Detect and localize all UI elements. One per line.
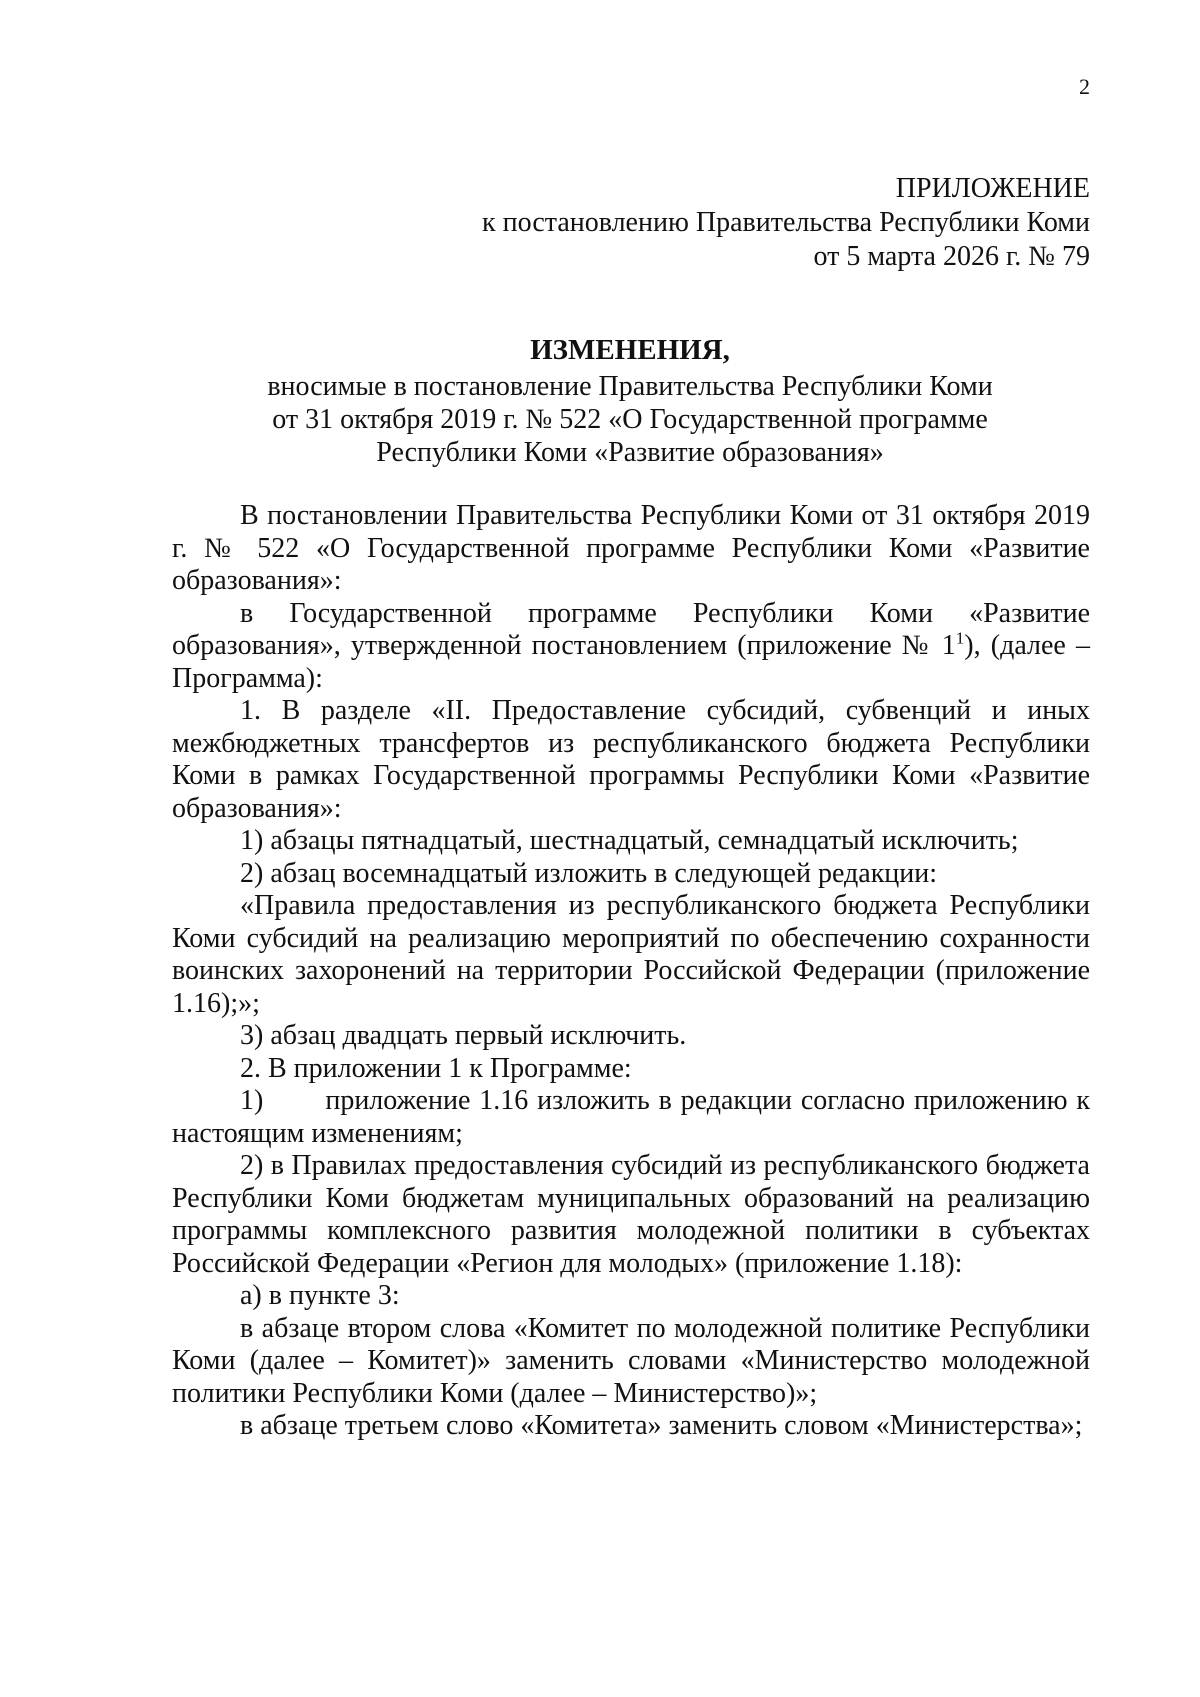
paragraph-item-2: 2) абзац восемнадцатый изложить в следующей редакции: — [240, 857, 938, 889]
title-main: ИЗМЕНЕНИЯ, — [530, 334, 730, 366]
document-body — [172, 500, 1090, 1443]
title-line-1: вносимые в постановление Правительства Республики Коми — [267, 371, 993, 402]
paragraph-subitem-a: а) в пункте 3: — [240, 1280, 400, 1311]
paragraph-section-2: 2. В приложении 1 к Программе: — [240, 1052, 632, 1084]
document-title — [170, 334, 1090, 469]
paragraph-abzac-2: в абзаце втором слова «Комитет по молодежной политике Республики Коми (далее – Комитет)» заменить словами «Министерство молодежной политики Республики Коми (далее – Министерство)»; — [172, 1312, 1090, 1409]
paragraph-subitem-1: 1) приложение 1.16 изложить в редакции согласно приложению к настоящим изменениям; — [172, 1085, 1090, 1149]
paragraph-item-3: 3) абзац двадцать первый исключить. — [240, 1020, 687, 1051]
appendix-resolution-line: к постановлению Правительства Республики Коми — [482, 207, 1090, 238]
paragraph-program-tail: ), (далее – Программа): — [172, 630, 1090, 694]
title-line-3: Республики Коми «Развитие образования» — [376, 437, 884, 468]
appendix-heading: ПРИЛОЖЕНИЕ — [895, 173, 1090, 204]
title-line-2: от 31 октября 2019 г. № 522 «О Государственной программе — [272, 404, 988, 435]
appendix-date-line: от 5 марта 2026 г. № 79 — [813, 241, 1090, 272]
paragraph-quote: «Правила предоставления из республиканского бюджета Республики Коми субсидий на реализацию мероприятий по обеспечению сохранности воинских захоронений на территории Российской Федерации (приложение 1.16);»; — [172, 890, 1090, 1019]
paragraph-abzac-3: в абзаце третьем слово «Комитета» заменить словом «Министерства»; — [240, 1410, 1083, 1441]
paragraph-item-1: 1) абзацы пятнадцатый, шестнадцатый, семнадцатый исключить; — [240, 825, 1019, 856]
paragraph-intro: В постановлении Правительства Республики Коми от 31 октября 2019 г. № 522 «О Государственной программе Республики Коми «Развитие образования»: — [172, 500, 1090, 596]
appendix-header — [400, 172, 1090, 274]
paragraph-subitem-2: 2) в Правилах предоставления субсидий из республиканского бюджета Республики Коми бюджетам муниципальных образований на реализацию программы комплексного развития молодежной политики в субъектах Российской Федерации «Регион для молодых» (приложение 1.18): — [172, 1150, 1090, 1279]
page-number: 2 — [1079, 74, 1090, 99]
paragraph-program — [172, 598, 1090, 696]
paragraph-section-1: 1. В разделе «II. Предоставление субсидий, субвенций и иных межбюджетных трансфертов из республиканского бюджета Республики Коми в рамках Государственной программы Республики Коми «Развитие образования»: — [172, 695, 1090, 824]
footnote-superscript: 1 — [955, 628, 965, 648]
paragraph-program-text: в Государственной программе Республики Коми «Развитие образования», утвержденной постановлением (приложение № 1 — [172, 597, 1090, 661]
